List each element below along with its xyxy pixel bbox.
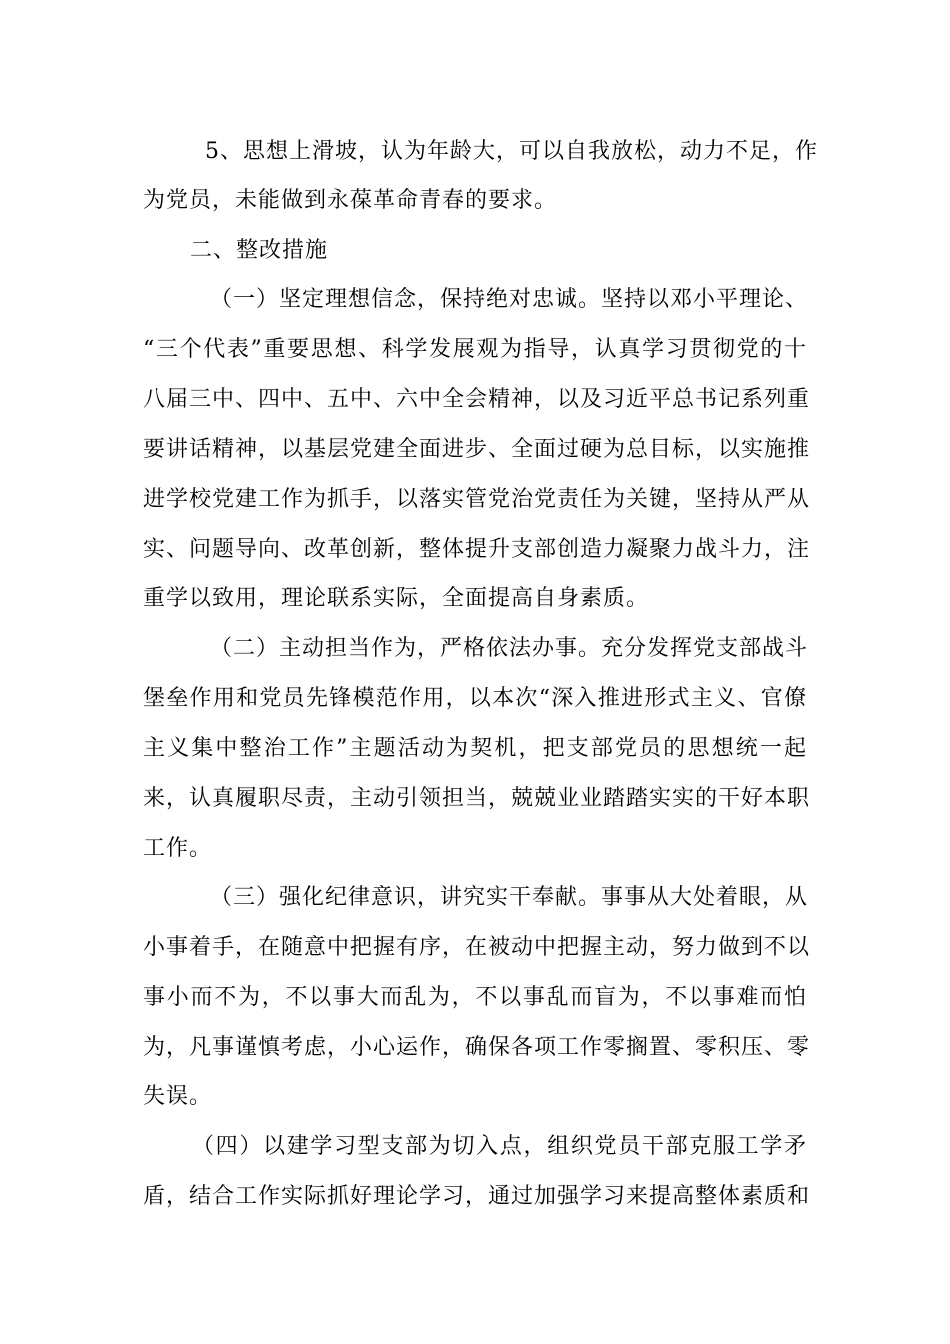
text-line: 为，凡事谨慎考虑，小心运作，确保各项工作零搁置、零积压、零 (143, 1035, 811, 1060)
text-line: 来，认真履职尽责，主动引领担当，兢兢业业踏踏实实的干好本职 (143, 786, 811, 811)
text-line: （三）强化纪律意识，讲究实干奉献。事事从大处着眼，从 (210, 885, 809, 910)
text-line: 要讲话精神，以基层党建全面进步、全面过硬为总目标，以实施推 (143, 437, 811, 462)
text-line: （四）以建学习型支部为切入点，组织党员干部克服工学矛 (192, 1134, 807, 1159)
text-line: 主义集中整治工作”主题活动为契机，把支部党员的思想统一起 (143, 736, 807, 761)
text-line: 小事着手，在随意中把握有序，在被动中把握主动，努力做到不以 (143, 935, 811, 960)
text-line: 堡垒作用和党员先锋模范作用，以本次“深入推进形式主义、官僚 (143, 686, 807, 711)
section-heading: 二、整改措施 (190, 238, 329, 263)
text-line: 失误。 (143, 1084, 213, 1109)
text-line: “三个代表”重要思想、科学发展观为指导，认真学习贯彻党的十 (143, 337, 807, 362)
text-line: 重学以致用，理论联系实际，全面提高自身素质。 (143, 586, 650, 611)
text-line: 八届三中、四中、五中、六中全会精神，以及习近平总书记系列重 (143, 387, 811, 412)
text-line: 实、问题导向、改革创新，整体提升支部创造力凝聚力战斗力，注 (143, 537, 811, 562)
text-line: （一）坚定理想信念，保持绝对忠诚。坚持以邓小平理论、 (210, 287, 809, 312)
text-line: 工作。 (143, 836, 213, 861)
text-line: 进学校党建工作为抓手，以落实管党治党责任为关键，坚持从严从 (143, 487, 811, 512)
text-line: （二）主动担当作为，严格依法办事。充分发挥党支部战斗 (210, 636, 809, 661)
text-line: 为党员，未能做到永葆革命青春的要求。 (143, 188, 558, 213)
text-line: 5、思想上滑坡，认为年龄大，可以自我放松，动力不足，作 (205, 139, 818, 164)
text-line: 盾，结合工作实际抓好理论学习，通过加强学习来提高整体素质和 (143, 1184, 811, 1209)
text-line: 事小而不为，不以事大而乱为，不以事乱而盲为，不以事难而怕 (143, 985, 807, 1010)
